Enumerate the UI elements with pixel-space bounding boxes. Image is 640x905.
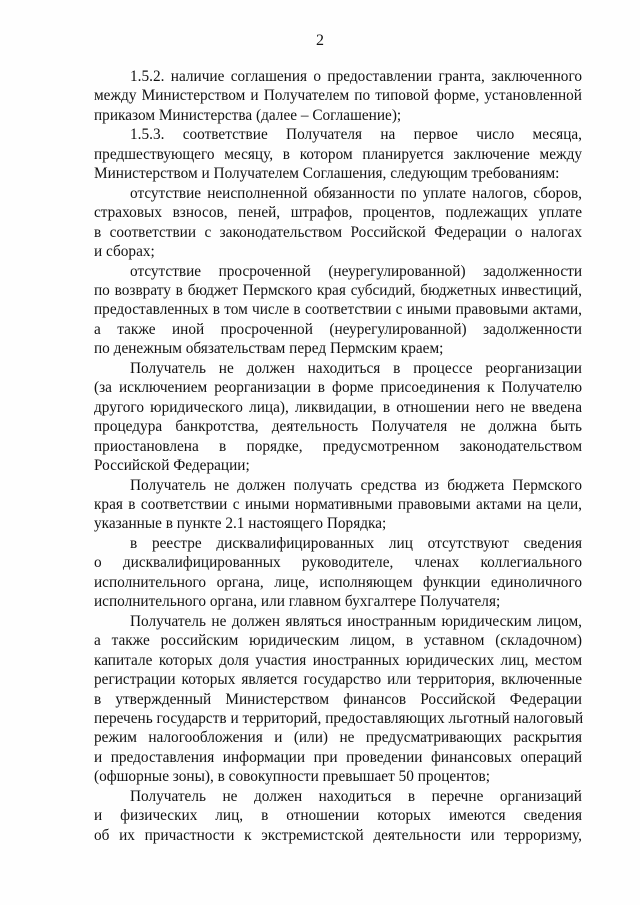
text-line: в соответствии с законодательством Российской Федерации о налогах: [94, 223, 582, 241]
text-line: отсутствие неисполненной обязанности по уплате налогов, сборов,: [130, 184, 582, 202]
text-line: (за исключением реорганизации в форме присоединения к Получателю: [94, 379, 582, 397]
text-line: (офшорные зоны), в совокупности превышает 50 процентов;: [94, 768, 490, 786]
text-line: предшествующего месяцу, в котором планируется заключение между: [94, 145, 582, 163]
text-line: о дисквалифицированных руководителе, членах коллегиального: [94, 554, 582, 572]
document-body: [94, 67, 582, 845]
text-line: Российской Федерации;: [94, 457, 250, 475]
text-line: в утвержденный Министерством финансов Российской Федерации: [94, 690, 582, 708]
text-line: края в соответствии с иными нормативными правовыми актами на цели,: [94, 495, 582, 513]
text-line: отсутствие просроченной (неурегулированной) задолженности: [130, 262, 582, 280]
page-number: 2: [316, 32, 324, 49]
text-line: Получатель не должен находиться в процессе реорганизации: [130, 359, 582, 377]
text-line: между Министерством и Получателем по типовой форме, установленной: [94, 87, 582, 105]
text-line: Получатель не должен находиться в перечне организаций: [130, 787, 582, 805]
text-line: в реестре дисквалифицированных лиц отсутствуют сведения: [130, 534, 582, 552]
text-line: об их причастности к экстремистской деятельности или терроризму,: [94, 826, 582, 844]
text-line: приостановлена в порядке, предусмотренном законодательством: [94, 437, 582, 455]
paragraph: [94, 184, 582, 262]
text-line: 1.5.2. наличие соглашения о предоставлении гранта, заключенного: [130, 68, 582, 85]
text-line: капитале которых доля участия иностранных юридических лиц, местом: [94, 651, 582, 669]
text-line: и предоставления информации при проведении финансовых операций: [94, 748, 582, 766]
text-line: перечень государств и территорий, предоставляющих льготный налоговый: [94, 709, 584, 727]
text-line: исполнительного органа, или главном бухгалтере Получателя;: [94, 593, 501, 611]
text-line: исполнительного органа, лице, исполняющем функции единоличного: [94, 573, 582, 591]
text-line: 1.5.3. соответствие Получателя на первое число месяца,: [130, 126, 582, 144]
paragraph: [94, 262, 582, 359]
text-line: Министерством и Получателем Соглашения, следующим требованиям:: [94, 165, 560, 183]
text-line: предоставленных в том числе в соответствии с иными правовыми актами,: [94, 301, 582, 319]
text-line: по возврату в бюджет Пермского края субсидий, бюджетных инвестиций,: [94, 281, 582, 299]
paragraph: [94, 787, 582, 845]
text-line: а также российским юридическим лицом, в уставном (складочном): [94, 632, 582, 650]
text-line: Получатель не должен получать средства из бюджета Пермского: [130, 476, 582, 494]
paragraph: [94, 534, 582, 612]
text-line: другого юридического лица), ликвидации, в отношении него не введена: [94, 398, 582, 416]
text-line: режим налогообложения и (или) не предусматривающих раскрытия: [94, 729, 582, 747]
text-line: указанные в пункте 2.1 настоящего Порядка;: [94, 515, 387, 533]
text-line: страховых взносов, пеней, штрафов, процентов, подлежащих уплате: [94, 204, 582, 222]
text-line: а также иной просроченной (неурегулированной) задолженности: [94, 320, 582, 338]
paragraph: [94, 476, 582, 534]
text-line: Получатель не должен являться иностранным юридическим лицом,: [130, 612, 582, 630]
paragraph: [94, 125, 582, 183]
text-line: процедура банкротства, деятельность Получателя не должна быть: [94, 418, 582, 436]
paragraph: [94, 67, 582, 125]
text-line: по денежным обязательствам перед Пермским краем;: [94, 340, 444, 358]
text-line: приказом Министерства (далее – Соглашение);: [94, 106, 402, 124]
text-line: и физических лиц, в отношении которых имеются сведения: [94, 807, 582, 825]
paragraph: [94, 612, 582, 787]
text-line: и сборах;: [94, 243, 155, 261]
paragraph: [94, 359, 582, 476]
text-line: регистрации которых является государство или территория, включенные: [94, 671, 582, 689]
